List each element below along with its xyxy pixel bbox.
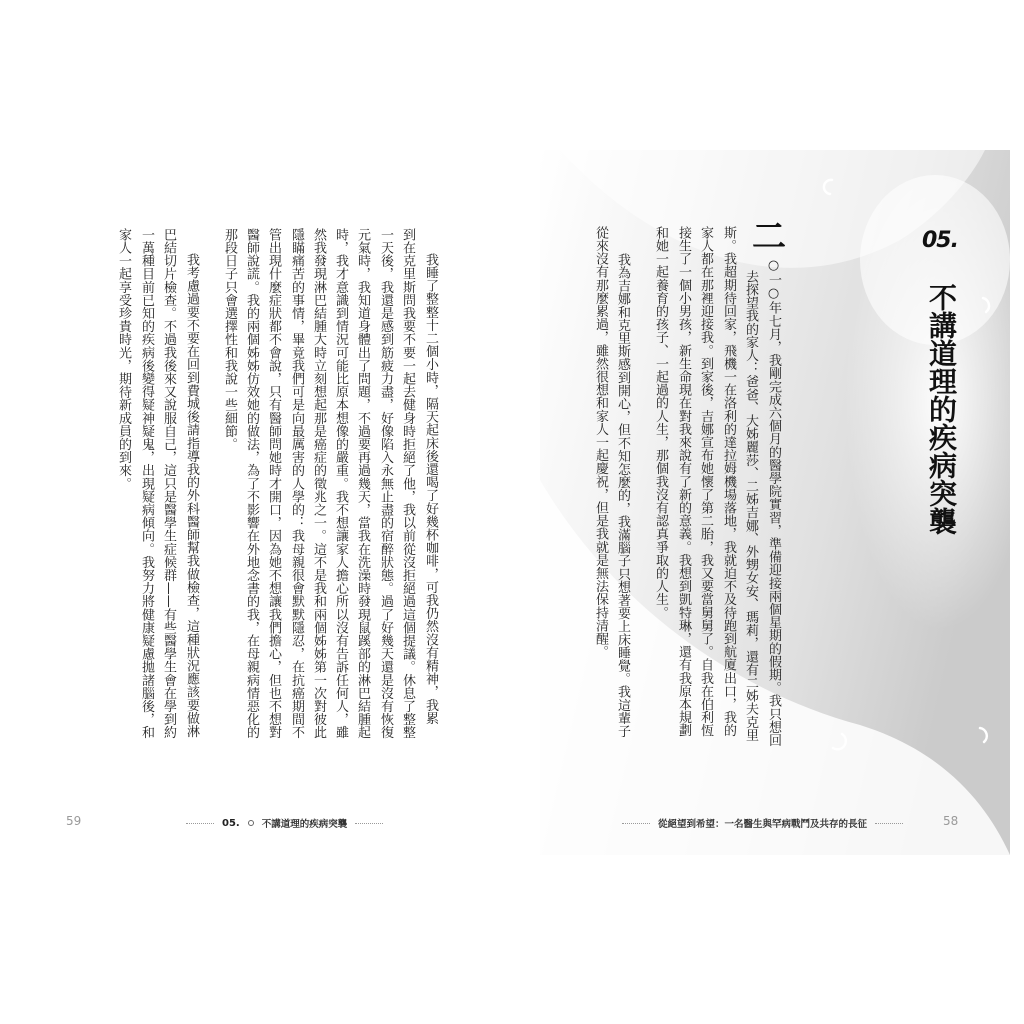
running-head-right — [622, 815, 903, 831]
body-text-column: 家人一起享受珍貴時光，期待新成員的到來。 — [116, 228, 131, 490]
body-text-column: 時，我才意識到情況可能比原本想像的嚴重。我不想讓家人擔心所以沒有告訴任何人，雖 — [333, 228, 348, 739]
body-text-column: 元氣時，我知道身體出了問題，不過要再過幾天，當我在洗澡時發現鼠蹊部的淋巴結腫起 — [355, 228, 370, 739]
bullet-icon — [248, 820, 254, 826]
running-head-left — [186, 815, 383, 831]
body-text-column: 然我發現淋巴結腫大時立刻想起那是癌症的徵兆之一。這不是我和兩個姊姊第一次對彼此 — [311, 228, 326, 739]
page-number-right: 58 — [943, 814, 959, 828]
body-text-column: 巴結切片檢查。不過我後來又說服自己，這只是醫學生症候群——有些醫學生會在學到約 — [161, 228, 176, 739]
drop-cap: 二 — [752, 217, 786, 257]
dotted-leader — [355, 823, 383, 824]
body-text-column: 我考慮過要不要在回到費城後請指導我的外科醫師幫我做檢查，這種狀況應該要做淋 — [184, 253, 199, 738]
dotted-leader — [186, 823, 214, 824]
body-text-column: 家人都在那裡迎接我。到家後，吉娜宣布她懷了第二胎，我又要當舅舅了。自我在伯利恆 — [698, 226, 713, 737]
body-text-column: 一萬種目前已知的疾病後變得疑神疑鬼，出現疑病傾向。我努力將健康疑慮拋諸腦後，和 — [139, 228, 154, 739]
body-text-column: ○一○年七月，我剛完成六個月的醫學院實習，準備迎接兩個星期的假期。我只想回 — [766, 258, 781, 747]
body-text-column: 斯。我超期待回家，飛機一在洛利的達拉姆機場落地，我就迫不及待跑到航廈出口，我的 — [721, 226, 736, 737]
body-text-column: 那段日子只會選擇性和我說一些細節。 — [222, 228, 237, 451]
running-head-chapter-number: 05. — [222, 817, 240, 829]
body-text-column: 一天後，我還是感到筋疲力盡，好像陷入永無止盡的宿醉狀態。過了好幾天還是沒有恢復 — [378, 228, 393, 739]
body-text-column: 我為吉娜和克里斯感到開心，但不知怎麼的，我滿腦子只想著要上床睡覺。我這輩子 — [615, 253, 630, 738]
running-head-chapter-title: 不講道理的疾病突襲 — [261, 819, 348, 830]
body-text-column: 我睡了整整十二個小時，隔天起床後還喝了好幾杯咖啡，可我仍然沒有精神，我累 — [423, 253, 438, 725]
chapter-title: 不講道理的疾病突襲 — [925, 283, 958, 535]
body-text-column: 和她一起養育的孩子、一起過的人生，那個我沒有認真爭取的人生。 — [653, 226, 668, 619]
body-text-column: 接生了一個小男孩，新生命現在對我來說有了新的意義。我想到凱特琳，還有我原本規劃 — [676, 226, 691, 737]
body-text-column: 醫師說謊。我的兩個姊姊仿效她的做法，為了不影響在外地念書的我，在母親病情惡化的 — [244, 228, 259, 739]
body-text-column: 去探望我的家人：爸爸、大姊麗莎、二姊吉娜、外甥女安、瑪莉，還有二姊夫克里 — [743, 270, 758, 742]
body-text-column: 從來沒有那麼累過，雖然很想和家人一起慶祝，但是我就是無法保持清醒。 — [593, 226, 608, 659]
book-title: 從絕望到希望：一名醫生與罕病戰鬥及共存的長征 — [658, 819, 868, 830]
body-text-column: 隱瞞痛苦的事情，畢竟我們可是向最厲害的人學的：我母親很會默默隱忍，在抗癌期間不 — [289, 228, 304, 739]
page-number-left: 59 — [66, 814, 82, 828]
body-text-column: 管出現什麼症狀都不會說，只有醫師問她時才開口，因為她不想讓我們擔心，但也不想對 — [266, 228, 281, 739]
chapter-number: 05. — [922, 228, 958, 253]
dotted-leader — [875, 823, 903, 824]
dotted-leader — [622, 823, 650, 824]
body-text-column: 到在克里斯問我要不要一起去健身時拒絕了他，我以前從沒拒絕過這個提議。休息了整整 — [400, 228, 415, 739]
